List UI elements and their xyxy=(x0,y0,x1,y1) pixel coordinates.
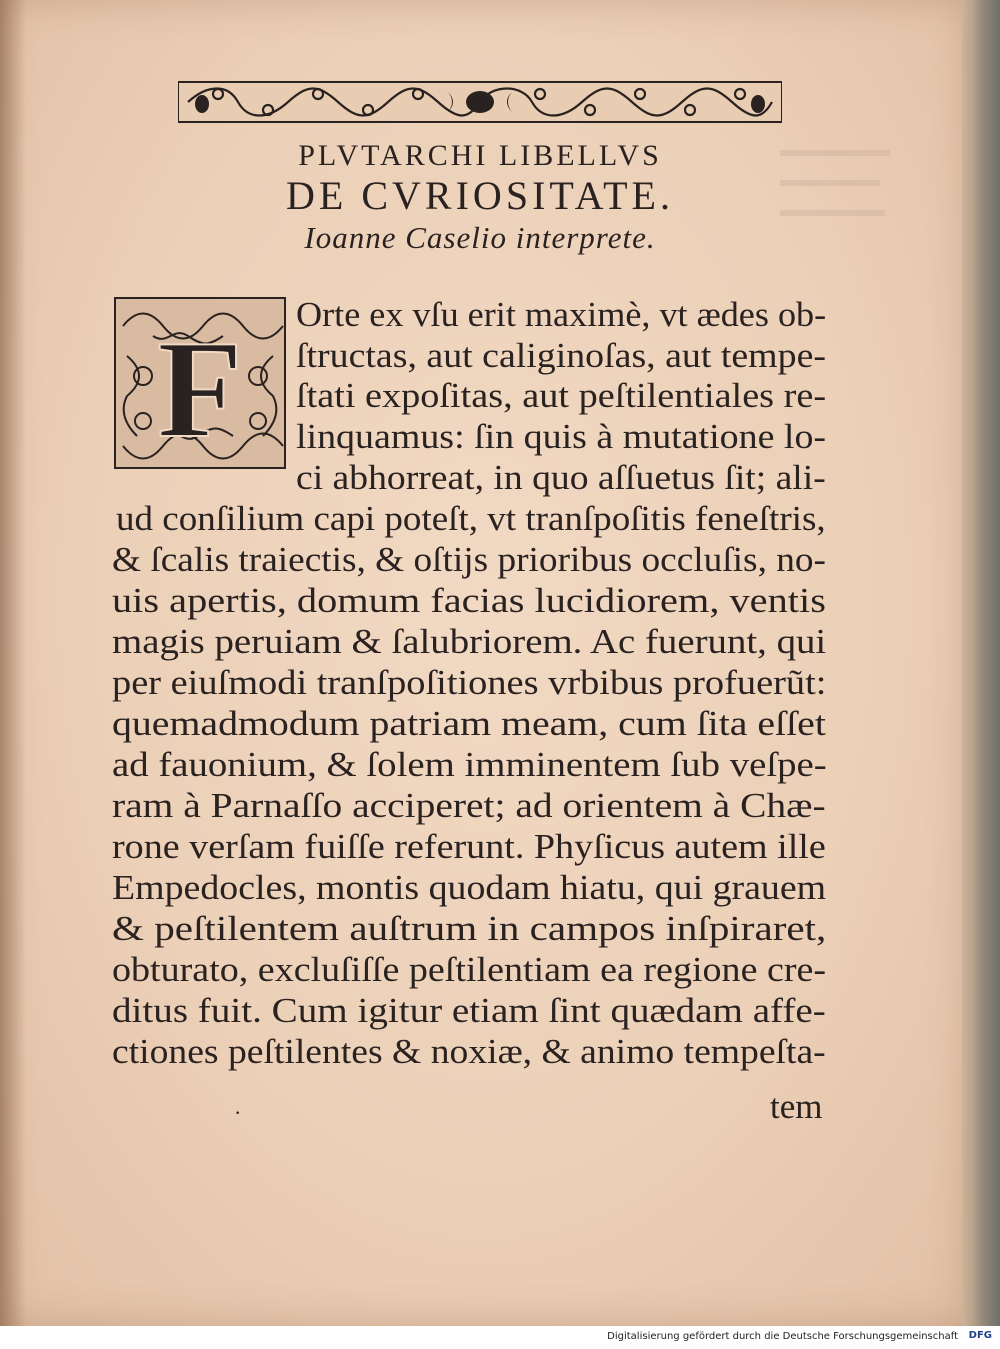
dfg-logo: DFG xyxy=(968,1330,992,1341)
body-line: ſtructas, aut caliginoſas, aut tempe- xyxy=(296,336,827,375)
body-line: Orte ex vſu erit maximè, vt ædes ob- xyxy=(296,295,827,334)
body-line: Empedocles, montis quodam hiatu, qui grauem xyxy=(112,868,827,907)
body-line: linquamus: ſin quis à mutatione lo- xyxy=(296,417,827,456)
initial-letter: F xyxy=(157,312,243,467)
body-line: obturato, excluſiſſe peſtilentiam ea regione cre- xyxy=(112,950,827,989)
stray-mark: · xyxy=(234,1100,242,1125)
show-through-smudge xyxy=(780,140,890,250)
translator-line: Ioanne Caselio interprete. xyxy=(304,220,656,255)
ornamental-headpiece xyxy=(178,80,782,124)
body-line: quemadmodum patriam meam, cum ſita eſſet xyxy=(112,704,826,743)
main-title: DE CVRIOSITATE. xyxy=(286,173,674,218)
body-line: ud conſilium capi poteſt, vt tranſpoſitis feneſtris, xyxy=(116,499,826,538)
body-line: magis peruiam & ſalubriorem. Ac fuerunt, qui xyxy=(112,622,827,661)
body-line: ci abhorreat, in quo aſſuetus ſit; ali- xyxy=(296,458,826,497)
digitization-footer xyxy=(0,1326,1000,1349)
catchword: tem xyxy=(770,1087,823,1126)
title-block xyxy=(178,138,782,258)
decorated-initial-f xyxy=(113,296,287,470)
body-line: ſtati expoſitas, aut peſtilentiales re- xyxy=(296,376,827,415)
body-line: ad fauonium, & ſolem imminentem ſub veſpe- xyxy=(112,745,827,784)
body-line: uis apertis, domum facias lucidiorem, ventis xyxy=(112,581,826,620)
body-line: ctiones peſtilentes & noxiæ, & animo tempeſta- xyxy=(112,1032,826,1071)
body-line: rone verſam fuiſſe referunt. Phyſicus autem ille xyxy=(112,827,826,866)
page-edge-stack xyxy=(962,0,1000,1326)
body-line: ditus fuit. Cum igitur etiam ſint quædam affe- xyxy=(112,991,826,1030)
gutter-shadow xyxy=(0,0,26,1326)
body-line: & peſtilentem auſtrum in campos inſpiraret, xyxy=(112,909,827,948)
body-line: per eiuſmodi tranſpoſitiones vrbibus profuerũt: xyxy=(112,663,827,702)
body-line: & ſcalis traiectis, & oſtijs prioribus occluſis, no- xyxy=(112,540,826,579)
body-line: ram à Parnaſſo acciperet; ad orientem à Chæ- xyxy=(112,786,826,825)
funding-credit: Digitalisierung gefördert durch die Deutsche Forschungsgemeinschaft xyxy=(607,1331,958,1342)
running-title: PLVTARCHI LIBELLVS xyxy=(298,139,662,172)
